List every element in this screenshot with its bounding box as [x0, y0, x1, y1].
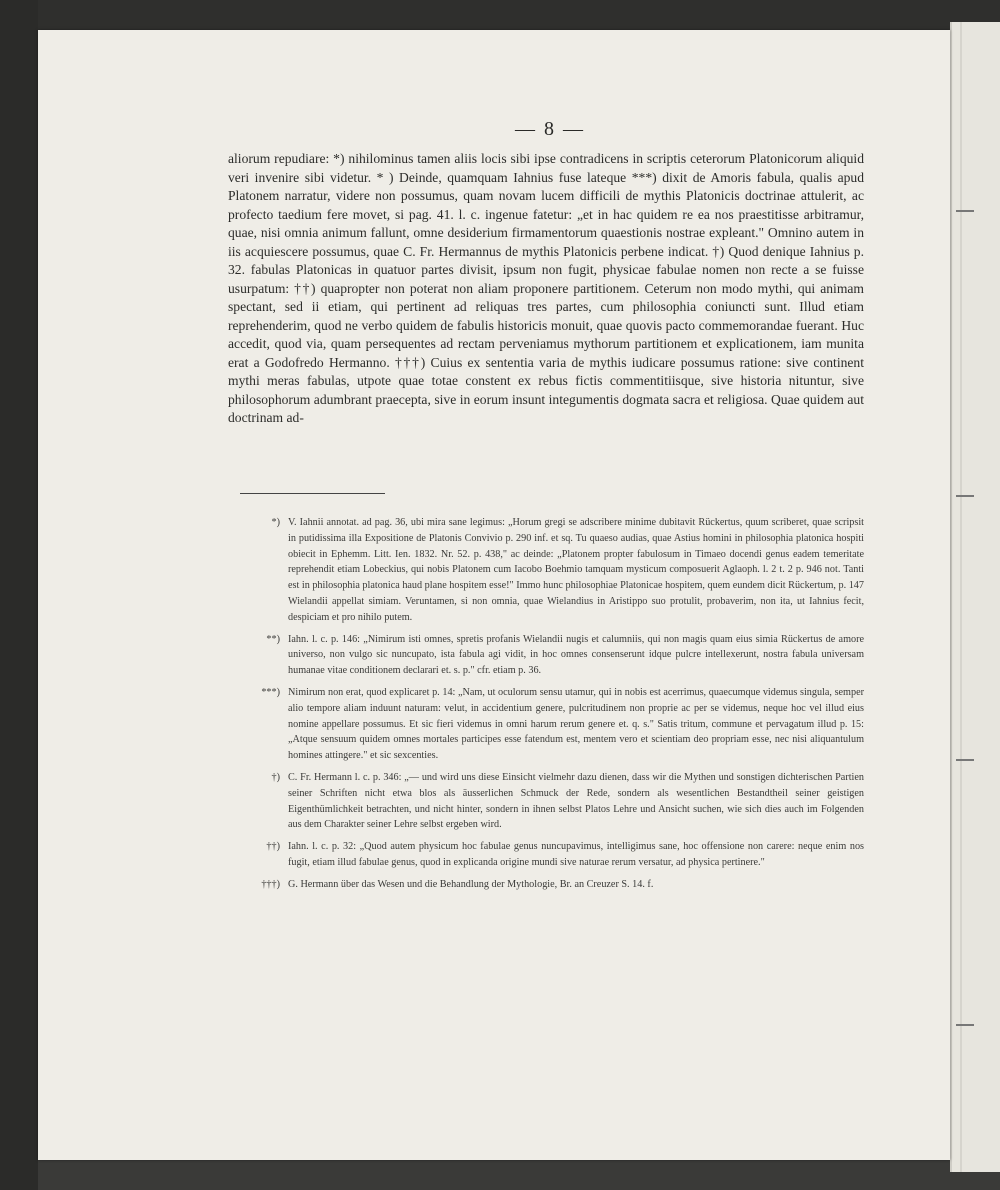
next-page-edge	[950, 22, 1000, 1172]
footnote-text: Nimirum non erat, quod explicaret p. 14: „Nam, ut oculorum sensu utamur, qui in nobis est acerrimus, quaecumque videmus singula, semper alio tempore aliam induunt naturam: velut, in accidentium genere, pulcritudinem non proprie ac per se videmus, neque hoc vel illud eius nomine appellare possumus. Et sic fieri videmus in omni harum rerum genere et. q. s." Satis tritum, commune et pervagatum illud p. 15: „Atque sensuum quidem omnes mortales participes esse fatendum est, mentem vero et scientiam deo propriam esse, nec nisi aliquantulum homines attingere." et sic sexcenties.	[288, 686, 864, 762]
footnote-mark: **)	[266, 633, 280, 645]
footnote	[240, 685, 864, 764]
page-number: — 8 —	[515, 118, 585, 140]
margin-tick	[956, 210, 974, 212]
scanner-backdrop-top	[0, 0, 1000, 30]
page-fold-line	[960, 22, 962, 1172]
footnote-text: V. Iahnii annotat. ad pag. 36, ubi mira sane legimus: „Horum gregi se adscribere minime dubitavit Rückertus, quum scriberet, quae scripsit in putidissima illa Expositione de Platonis Convivio p. 290 inf. et sq. Tu quaeso audias, quae Astius homini in philosophia platonica hospiti obiecit in Ephemm. Litt. Ien. 1832. Nr. 52. p. 438," ac deinde: „Platonem propter fabulosum in Timaeo docendi genus eadem temeritate reprehendit etiam Lobeckius, qui nobis Platonem cum Iacobo Boehmio tamquam mysticum composuerit Aglaoph. l. 2 t. 2 p. 946 not. Tanti est in philosophia platonica haud plane hospitem esse!" Immo hunc philosophiae Platonicae hospitem, quem eundem dicit Rückertum, p. 147 Wielandii appellat simiam. Veruntamen, si non omnia, quae Wielandius in Aristippo suo protulit, probaverim, non ita, ut Iahnius fecit, despiciam et pro nihilo putem.	[288, 517, 864, 623]
scanner-backdrop-left	[0, 0, 38, 1190]
footnote	[240, 839, 864, 871]
footnotes	[240, 515, 864, 899]
footnote-separator	[240, 493, 385, 494]
footnote-text: Iahn. l. c. p. 146: „Nimirum isti omnes, spretis profanis Wielandii nugis et calumniis, qui non magis quam eius simia Rückertus de amore universo, non vulgo sic nuncupato, ista fabula agi vidit, in hoc omnes consenserunt idque pulcre intellexerunt, nostra fabula universam humanae vitae conditionem declarari et. s. p." cfr. etiam p. 36.	[288, 633, 864, 677]
footnote	[240, 632, 864, 679]
footnote-mark: ††)	[266, 841, 280, 853]
margin-tick	[956, 495, 974, 497]
footnote	[240, 515, 864, 626]
footnote-text: G. Hermann über das Wesen und die Behandlung der Mythologie, Br. an Creuzer S. 14. f.	[288, 878, 654, 890]
margin-tick	[956, 1024, 974, 1026]
footnote-text: Iahn. l. c. p. 32: „Quod autem physicum hoc fabulae genus nuncupavimus, intelligimus sane, hoc offensione non carere: neque enim nos fugit, etiam illud fabulae genus, quod in explicanda origine mundi sive naturae rerum versatur, ad physica pertinere."	[288, 841, 864, 868]
footnote-mark: †)	[271, 771, 280, 783]
footnote-mark: ***)	[261, 686, 280, 698]
footnote-mark: *)	[271, 517, 280, 528]
footnote	[240, 877, 864, 893]
main-text: aliorum repudiare: *) nihilominus tamen aliis locis sibi ipse contradicens in scriptis ceterorum Platonicorum aliquid veri invenire sibi videtur. * ) Deinde, quamquam Iahnius fuse lateque ***) dixit de Amoris fabula, qualis apud Platonem narratur, videre non possumus, quam novam lucem difficili de mythis Platonicis doctrinae attulerit, ac profecto taedium fere movet, si pag. 41. l. c. ingenue fatetur: „et in hac quidem re ea nos praestitisse arbitramur, quae, nisi omnia animum fallunt, omne desiderium firmamentorum quaestionis nostrae expleant." Omnino autem in iis acquiescere possumus, quae C. Fr. Hermannus de mythis Platonicis perbene indicat. †) Quod denique Iahnius p. 32. fabulas Platonicas in quatuor partes divisit, ipsum non fugit, physicae fabulae nomen non recte a se fuisse usurpatum: ††) quapropter non poterat non aliam proponere partitionem. Ceterum non modo mythi, qui animam spectant, sed ii etiam, qui pertinent ad reliquas tres partes, cum philosophia coniuncti sunt. Illud etiam reprehenderim, quod ne verbo quidem de fabulis historicis monuit, quae quovis pacto commemorandae fuerant. Huc accedit, quod via, quam persequentes ad rectam perveniamus mythorum partitionem et explicationem, iam munita erat a Godofredo Hermanno. †††) Cuius ex sententia varia de mythis iudicare possumus ratione: sive continent mythi meras fabulas, utpote quae totae constent ex rebus fictis commentitiisque, sive historia nituntur, sive philosophorum adumbrant praecepta, sive in eorum insunt integumentis dogmata sacra et religiosa. Quae quidem aut doctrinam ad-	[228, 151, 864, 425]
footnote-text: C. Fr. Hermann l. c. p. 346: „— und wird uns diese Einsicht vielmehr dazu dienen, dass wir die Mythen und sonstigen dichterischen Partien seiner Schriften nicht etwa blos als äusserlichen Schmuck der Rede, sondern als wesentlichen Bestandtheil seiner geistigen Eigenthümlichkeit betrachten, und nicht hinter, sondern in ihnen selbst Platos Lehre und Ansicht suchen, wie sich dies auch im Folgenden aus dem Charakter seiner Lehre selbst ergeben wird.	[288, 771, 864, 831]
margin-tick	[956, 759, 974, 761]
footnote	[240, 770, 864, 833]
footnote-mark: †††)	[261, 878, 280, 890]
